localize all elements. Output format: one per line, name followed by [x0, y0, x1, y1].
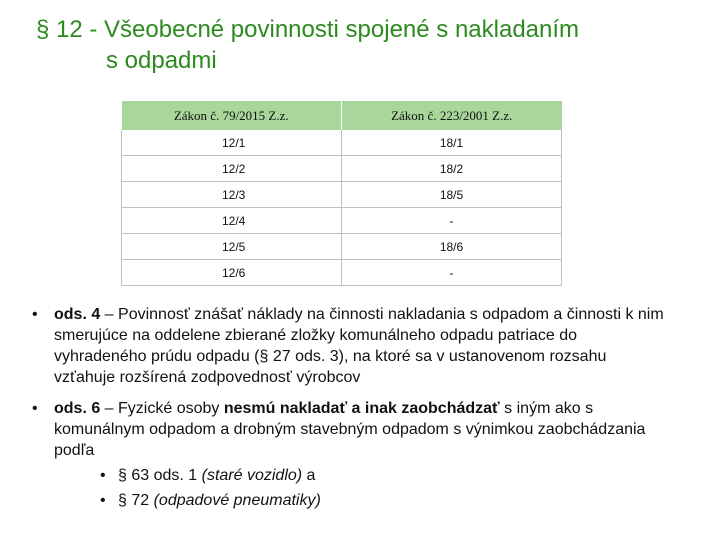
bullet-text: – Fyzické osoby: [100, 400, 224, 417]
sub-bullet-italic: (staré vozidlo): [201, 467, 303, 484]
table-row: [122, 208, 562, 234]
bullet-ods-4: [28, 304, 668, 388]
title-line-2: s odpadmi: [106, 47, 217, 74]
title-line-1: § 12 - Všeobecné povinnosti spojené s nakladaním: [36, 16, 580, 43]
table-row: [122, 182, 562, 208]
table-cell: 18/6: [342, 234, 562, 260]
table-cell: 18/2: [342, 156, 562, 182]
table-row: [122, 130, 562, 156]
table-cell: 12/5: [122, 234, 342, 260]
header-law-223-2001: Zákon č. 223/2001 Z.z.: [342, 101, 562, 130]
header-law-79-2015: Zákon č. 79/2015 Z.z.: [122, 101, 342, 130]
bullet-list: [28, 304, 668, 521]
table-row: [122, 156, 562, 182]
table-cell: 18/5: [342, 182, 562, 208]
page-title: [36, 14, 676, 76]
law-mapping-table: [121, 101, 562, 286]
table-header-row: [122, 101, 562, 130]
table-row: [122, 234, 562, 260]
bullet-emphasis: nesmú nakladať a inak zaobchádzať: [223, 400, 500, 417]
sub-bullet-italic: (odpadové pneumatiky): [153, 492, 321, 509]
sub-bullet-text: § 72: [118, 492, 154, 509]
bullet-text: – Povinnosť znášať náklady na činnosti nakladania s odpadom a činnosti k nim smerujúce na oddelene zbierané zložky komunálneho odpadu patriace do vyhradeného prúdu odpadu (§ 27 ods. 3), na ktoré sa v ustanovenom rozsahu vzťahuje rozšírená zodpovednosť výrobcov: [54, 306, 664, 386]
table-cell: -: [342, 260, 562, 286]
sub-bullet-72: [54, 490, 668, 511]
bullet-dot-icon: •: [100, 492, 106, 509]
table-row: [122, 260, 562, 286]
bullet-dot-icon: •: [32, 306, 38, 323]
sub-bullet-text: § 63 ods. 1: [118, 467, 202, 484]
table-cell: -: [342, 208, 562, 234]
bullet-text: s iným ako s komunálnym odpadom a drobným stavebným odpadom s výnimkou zaobchádzania podľa: [54, 400, 646, 459]
bullet-heading: ods. 6: [54, 400, 101, 417]
table-cell: 12/6: [122, 260, 342, 286]
table-cell: 18/1: [342, 130, 562, 156]
table-cell: 12/4: [122, 208, 342, 234]
sub-bullet-text: a: [302, 467, 316, 484]
table-cell: 12/1: [122, 130, 342, 156]
bullet-ods-6: [28, 398, 668, 511]
sub-bullet-63: [54, 465, 668, 486]
table-cell: 12/3: [122, 182, 342, 208]
bullet-dot-icon: •: [32, 400, 38, 417]
bullet-heading: ods. 4: [54, 306, 101, 323]
table-cell: 12/2: [122, 156, 342, 182]
bullet-dot-icon: •: [100, 467, 106, 484]
